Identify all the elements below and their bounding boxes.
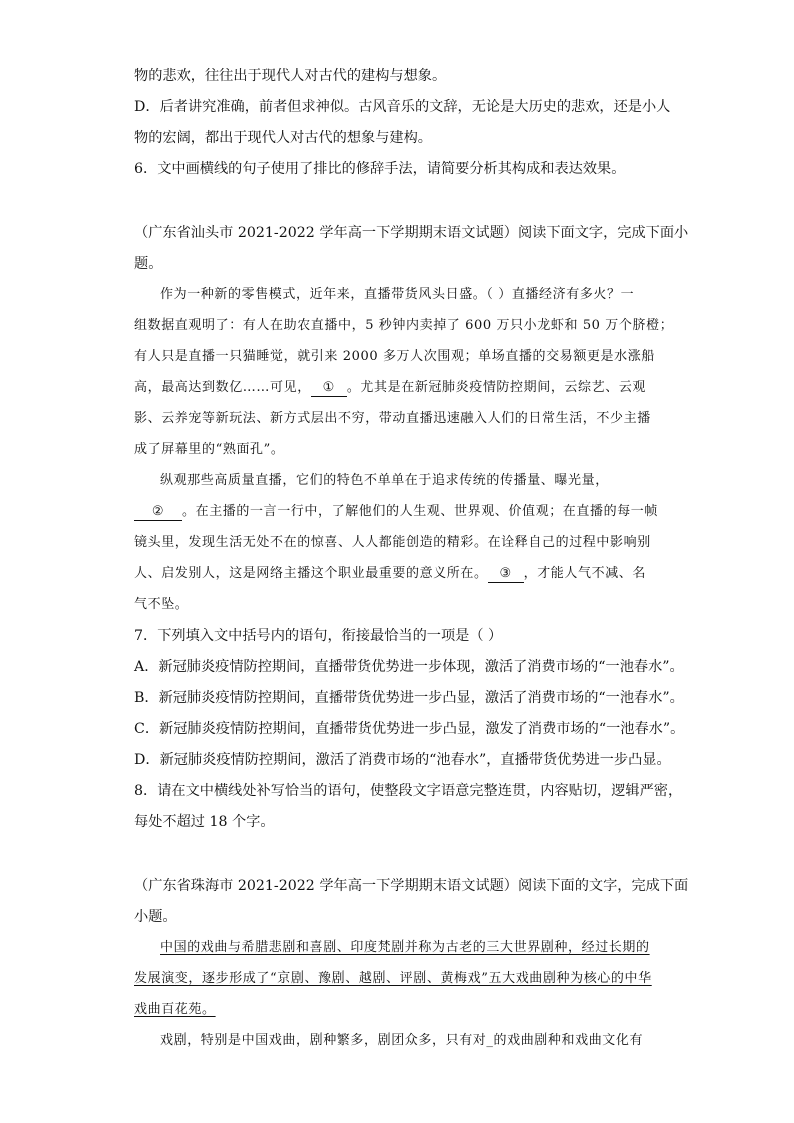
passage-line: 作为一种新的零售模式，近年来，直播带货风头日盛。（ ）直播经济有多火？一 bbox=[160, 287, 635, 302]
underlined-passage-line: 中国的戏曲与希腊悲剧和喜剧、印度梵剧并称为古老的三大世界剧种，经过长期的 bbox=[160, 940, 650, 955]
section-header-zhuhai-cont: 小题。 bbox=[134, 909, 177, 925]
option-a: A．新冠肺炎疫情防控期间，直播带货优势进一步体现，激活了消费市场的“一池春水”。 bbox=[134, 659, 684, 675]
passage-text: 。尤其是在新冠肺炎疫情防控期间，云综艺、云观 bbox=[346, 380, 647, 395]
underlined-passage-line: 发展演变，逐步形成了“京剧、豫剧、越剧、评剧、黄梅戏”五大戏曲剧种为核心的中华 bbox=[134, 971, 652, 986]
question-8: 8．请在文中横线处补写恰当的语句，使整段文字语意完整连贯，内容贴切，逻辑严密， bbox=[134, 783, 683, 799]
blank-2: ② bbox=[134, 504, 182, 521]
passage-line: 成了屏幕里的“熟面孔”。 bbox=[134, 442, 285, 457]
option-d: D．新冠肺炎疫情防控期间，激活了消费市场的“池春水”，直播带货优势进一步凸显。 bbox=[134, 752, 671, 768]
passage-line: 镜头里，发现生活无处不在的惊喜、人人都能创造的精彩。在诠释自己的过程中影响别 bbox=[134, 535, 651, 550]
section-header-shantou: （广东省汕头市 2021-2022 学年高一下学期期末语文试题）阅读下面文字，完成下面小 bbox=[134, 225, 689, 241]
text-line: 物的悲欢，往往出于现代人对古代的建构与想象。 bbox=[134, 68, 447, 84]
option-c: C．新冠肺炎疫情防控期间，直播带货优势进一步凸显，激发了消费市场的“一池春水”。 bbox=[134, 721, 685, 737]
question-7: 7．下列填入文中括号内的语句，衔接最恰当的一项是（ ） bbox=[134, 628, 503, 644]
passage-line: 纵观那些高质量直播，它们的特色不单单在于追求传统的传播量、曝光量， bbox=[160, 473, 609, 488]
section-header-zhuhai: （广东省珠海市 2021-2022 学年高一下学期期末语文试题）阅读下面的文字，完成下面 bbox=[134, 878, 689, 894]
passage-line: 气不坠。 bbox=[134, 597, 189, 612]
option-b: B．新冠肺炎疫情防控期间，直播带货优势进一步凸显，激活了消费市场的“一池春水”。 bbox=[134, 690, 684, 706]
passage-text: ，才能人气不减、名 bbox=[523, 566, 647, 581]
question-6: 6．文中画横线的句子使用了排比的修辞手法，请简要分析其构成和表达效果。 bbox=[134, 161, 626, 177]
passage-line bbox=[134, 378, 664, 398]
text-line: 物的宏阔，都出于现代人对古代的想象与建构。 bbox=[134, 130, 432, 146]
passage-line: 有人只是直播一只猫睡觉，就引来 2000 多万人次围观；单场直播的交易额更是水涨船 bbox=[134, 349, 655, 364]
section-header-shantou-cont: 题。 bbox=[134, 256, 163, 272]
underlined-passage-line: 戏曲百花苑。 bbox=[134, 1002, 216, 1017]
passage-line: 影、云养宠等新玩法、新方式层出不穷，带动直播迅速融入人们的日常生活，不少主播 bbox=[134, 411, 651, 426]
blank-3: ③ bbox=[488, 566, 524, 583]
passage-text: 。在主播的一言一行中，了解他们的人生观、世界观、价值观；在直播的每一帧 bbox=[182, 504, 659, 519]
option-d: D．后者讲究准确，前者但求神似。古风音乐的文辞，无论是大历史的悲欢，还是小人 bbox=[134, 99, 671, 115]
blank-1: ① bbox=[311, 380, 347, 397]
passage-line bbox=[134, 502, 664, 522]
passage-line bbox=[134, 564, 664, 584]
passage-text: 人、启发别人，这是网络主播这个职业最重要的意义所在。 bbox=[134, 566, 488, 581]
passage-line: 戏剧，特别是中国戏曲，剧种繁多，剧团众多，只有对_的戏曲剧种和戏曲文化有 bbox=[160, 1033, 644, 1048]
passage-line: 组数据直观明了：有人在助农直播中，5 秒钟内卖掉了 600 万只小龙虾和 50 万个脐橙； bbox=[134, 318, 674, 333]
question-8-cont: 每处不超过 18 个字。 bbox=[134, 814, 275, 830]
passage-text: 高，最高达到数亿……可见， bbox=[134, 380, 311, 395]
